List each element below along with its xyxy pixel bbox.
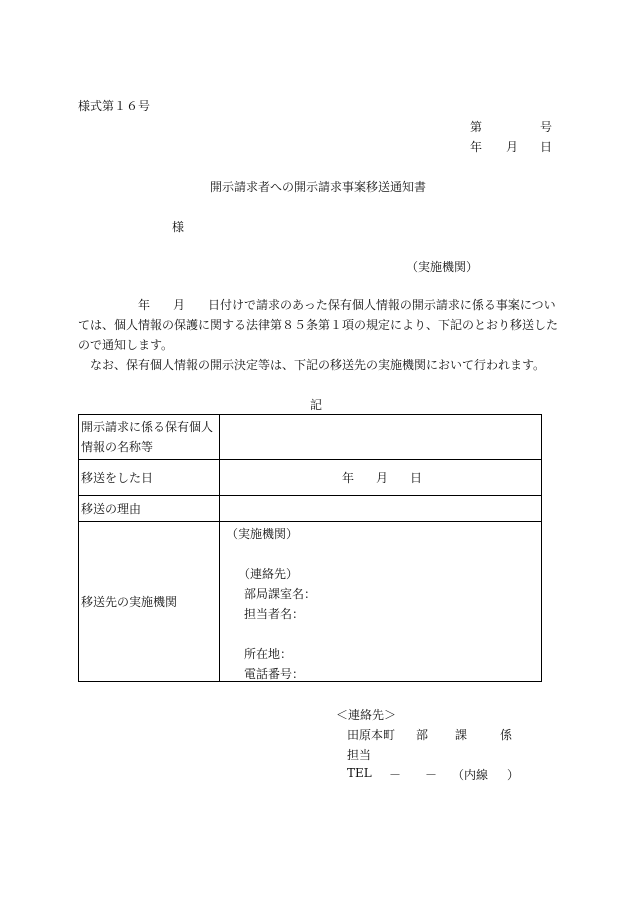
dest-dept: 部局課室名： [244,587,317,601]
body-year: 年 [138,298,151,312]
dest-person: 担当者名： [244,607,305,621]
row-label: 移送の理由 [79,496,220,522]
row-value [220,522,542,682]
contact-kakari: 係 [500,728,513,742]
transfer-year: 年 [342,471,355,485]
dest-agency: （実施機関） [226,527,299,541]
form-number: 様式第１６号 [78,99,151,113]
dest-contact: （連絡先） [238,567,299,581]
body-line1: 日付けで請求のあった保有個人情報の開示請求に係る事案につい [208,298,556,312]
row-label: 移送をした日 [79,460,220,496]
date-year: 年 [470,140,483,154]
record-table [78,414,542,682]
row-value [220,415,542,460]
contact-ext-open: （内線 [452,768,489,782]
date-month: 月 [506,140,519,154]
row-label [79,415,220,460]
date-day: 日 [540,140,553,154]
contact-dash-2: － [425,768,438,782]
row-value [220,460,542,496]
body-line4: なお、保有個人情報の開示決定等は、下記の移送先の実施機関において行われます。 [90,358,546,372]
contact-dash-1: － [389,768,402,782]
contact-bu: 部 [416,728,429,742]
transfer-day: 日 [410,471,423,485]
row-label-line: 情報の名称等 [81,440,154,454]
contact-ka: 課 [455,728,468,742]
body-line3: ので通知します。 [78,338,174,352]
table-row [79,496,542,522]
table-row [79,460,542,496]
transfer-month: 月 [376,471,389,485]
doc-no-suffix: 号 [540,120,553,134]
dest-address: 所在地： [244,647,293,661]
ki-heading: 記 [310,398,323,412]
doc-no-prefix: 第 [470,120,483,134]
row-label-line: 開示請求に係る保有個人 [81,420,214,434]
addressee: 様 [172,220,185,234]
contact-header: ＜連絡先＞ [336,708,397,722]
contact-tel: TEL [347,766,372,780]
dest-phone: 電話番号： [244,667,305,681]
body-line2: ては、個人情報の保護に関する法律第８５条第１項の規定により、下記のとおり移送した [78,318,559,332]
contact-ext-close: ） [507,768,520,782]
row-value [220,496,542,522]
table-row [79,415,542,460]
body-month: 月 [173,298,186,312]
row-label: 移送先の実施機関 [79,522,220,682]
table-row [79,522,542,682]
document-title: 開示請求者への開示請求事案移送通知書 [210,180,427,194]
issuer: （実施機関） [406,260,479,274]
contact-tanto: 担当 [347,748,372,762]
contact-org: 田原本町 [347,728,396,742]
